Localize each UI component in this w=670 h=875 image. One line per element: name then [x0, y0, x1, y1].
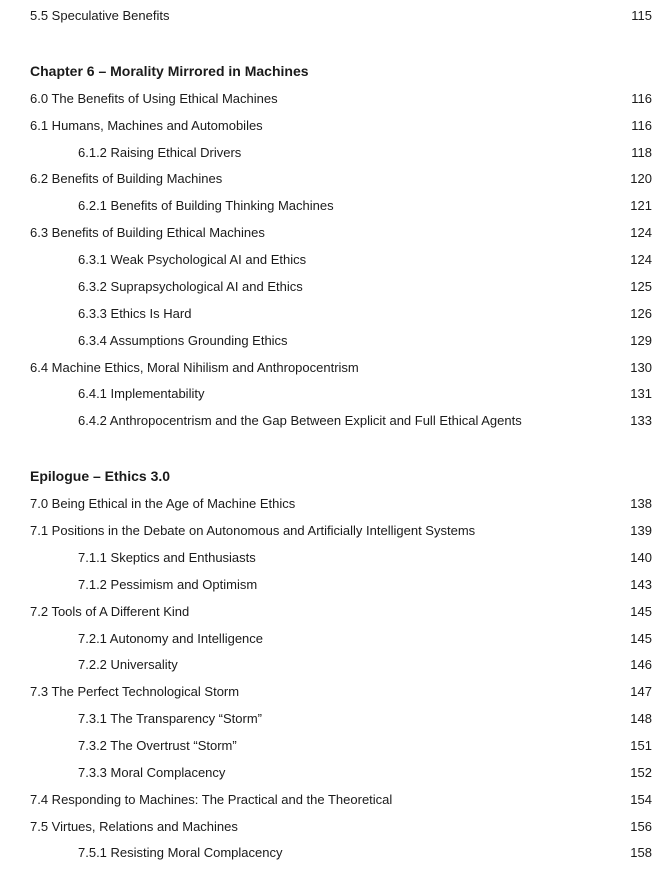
toc-entry-title: 7.0 Being Ethical in the Age of Machine Ethics — [30, 496, 296, 511]
toc-entry-title: 7.1.1 Skeptics and Enthusiasts — [78, 550, 256, 565]
toc-entry-title: 7.5 Virtues, Relations and Machines — [30, 819, 238, 834]
toc-entry-page: 120 — [630, 171, 652, 186]
toc-entry — [0, 250, 670, 270]
toc-entry-page: 138 — [630, 496, 652, 511]
toc-entry-title: 7.1.2 Pessimism and Optimism — [78, 577, 258, 592]
toc-entry — [0, 602, 670, 622]
toc-entry-page: 158 — [630, 845, 652, 860]
toc-entry-title: 6.3.1 Weak Psychological AI and Ethics — [78, 252, 307, 267]
toc-entry-title: 7.2.1 Autonomy and Intelligence — [78, 631, 264, 646]
toc-entry — [0, 521, 670, 541]
toc-entry-title: 7.2 Tools of A Different Kind — [30, 604, 190, 619]
toc-entry-page: 116 — [631, 118, 652, 133]
toc-entry-page: 143 — [630, 577, 652, 592]
toc-entry — [0, 843, 670, 863]
toc-entry-title: 6.4 Machine Ethics, Moral Nihilism and Anthropocentrism — [30, 360, 359, 375]
toc-entry-title: 6.3 Benefits of Building Ethical Machines — [30, 225, 265, 240]
toc-entry-title: 6.0 The Benefits of Using Ethical Machines — [30, 91, 278, 106]
toc-entry — [0, 304, 670, 324]
toc-entry-page: 121 — [630, 198, 652, 213]
toc-entry-page: 126 — [630, 306, 652, 321]
toc-entry-title: 6.4.2 Anthropocentrism and the Gap Between Explicit and Full Ethical Agents — [78, 413, 522, 428]
toc-entry — [0, 116, 670, 136]
toc-entry-page: 124 — [630, 225, 652, 240]
chapter-6-heading: Chapter 6 – Morality Mirrored in Machines — [30, 63, 309, 79]
toc-entry-title: 6.2 Benefits of Building Machines — [30, 171, 223, 186]
toc-entry-page: 147 — [630, 684, 652, 699]
toc-entry-page: 124 — [630, 252, 652, 267]
toc-entry-page: 145 — [630, 604, 652, 619]
toc-entry-title: 6.1.2 Raising Ethical Drivers — [78, 145, 242, 160]
toc-entry-title: 6.2.1 Benefits of Building Thinking Machines — [78, 198, 334, 213]
toc-entry — [0, 196, 670, 216]
toc-entry — [0, 358, 670, 378]
toc-entry-title: 7.3.3 Moral Complacency — [78, 765, 226, 780]
toc-entry-title: 7.2.2 Universality — [78, 657, 178, 672]
toc-entry — [0, 494, 670, 514]
toc-entry — [0, 655, 670, 675]
toc-entry-page: 115 — [631, 8, 652, 23]
toc-entry-page: 139 — [630, 523, 652, 538]
toc-entry — [0, 277, 670, 297]
toc-entry — [0, 411, 670, 431]
toc-entry — [0, 6, 670, 26]
toc-entry — [0, 331, 670, 351]
toc-entry — [0, 709, 670, 729]
toc-entry-page: 152 — [630, 765, 652, 780]
toc-entry-page: 156 — [630, 819, 652, 834]
toc-entry — [0, 169, 670, 189]
toc-entry-page: 140 — [630, 550, 652, 565]
toc-entry-title: 7.1 Positions in the Debate on Autonomous and Artificially Intelligent Systems — [30, 523, 476, 538]
toc-entry — [0, 143, 670, 163]
toc-entry-page: 148 — [630, 711, 652, 726]
toc-entry-title: 7.3.1 The Transparency “Storm” — [78, 711, 263, 726]
toc-entry-title: 7.4 Responding to Machines: The Practical and the Theoretical — [30, 792, 393, 807]
toc-entry — [0, 548, 670, 568]
toc-entry-page: 154 — [630, 792, 652, 807]
toc-entry-page: 130 — [630, 360, 652, 375]
toc-entry — [0, 223, 670, 243]
toc-entry-title: 7.3 The Perfect Technological Storm — [30, 684, 240, 699]
toc-entry-page: 146 — [630, 657, 652, 672]
toc-entry — [0, 817, 670, 837]
toc-entry-page: 131 — [630, 386, 652, 401]
toc-entry-title: 7.3.2 The Overtrust “Storm” — [78, 738, 237, 753]
toc-entry — [0, 629, 670, 649]
toc-entry-title: 5.5 Speculative Benefits — [30, 8, 170, 23]
toc-entry — [0, 763, 670, 783]
toc-entry-title: 7.5.1 Resisting Moral Complacency — [78, 845, 283, 860]
toc-entry-page: 145 — [630, 631, 652, 646]
toc-entry-title: 6.4.1 Implementability — [78, 386, 205, 401]
toc-entry — [0, 575, 670, 595]
toc-entry — [0, 384, 670, 404]
toc-entry — [0, 89, 670, 109]
toc-entry — [0, 790, 670, 810]
toc-entry-title: 6.3.3 Ethics Is Hard — [78, 306, 192, 321]
toc-entry-page: 118 — [631, 145, 652, 160]
toc-entry — [0, 736, 670, 756]
toc-entry — [0, 682, 670, 702]
toc-entry-title: 6.3.2 Suprapsychological AI and Ethics — [78, 279, 303, 294]
toc-entry-page: 151 — [630, 738, 652, 753]
toc-entry-page: 133 — [630, 413, 652, 428]
epilogue-heading: Epilogue – Ethics 3.0 — [30, 468, 171, 484]
toc-entry-title: 6.3.4 Assumptions Grounding Ethics — [78, 333, 288, 348]
toc-entry-page: 125 — [630, 279, 652, 294]
toc-entry-page: 116 — [631, 91, 652, 106]
toc-entry-page: 129 — [630, 333, 652, 348]
toc-entry-title: 6.1 Humans, Machines and Automobiles — [30, 118, 263, 133]
